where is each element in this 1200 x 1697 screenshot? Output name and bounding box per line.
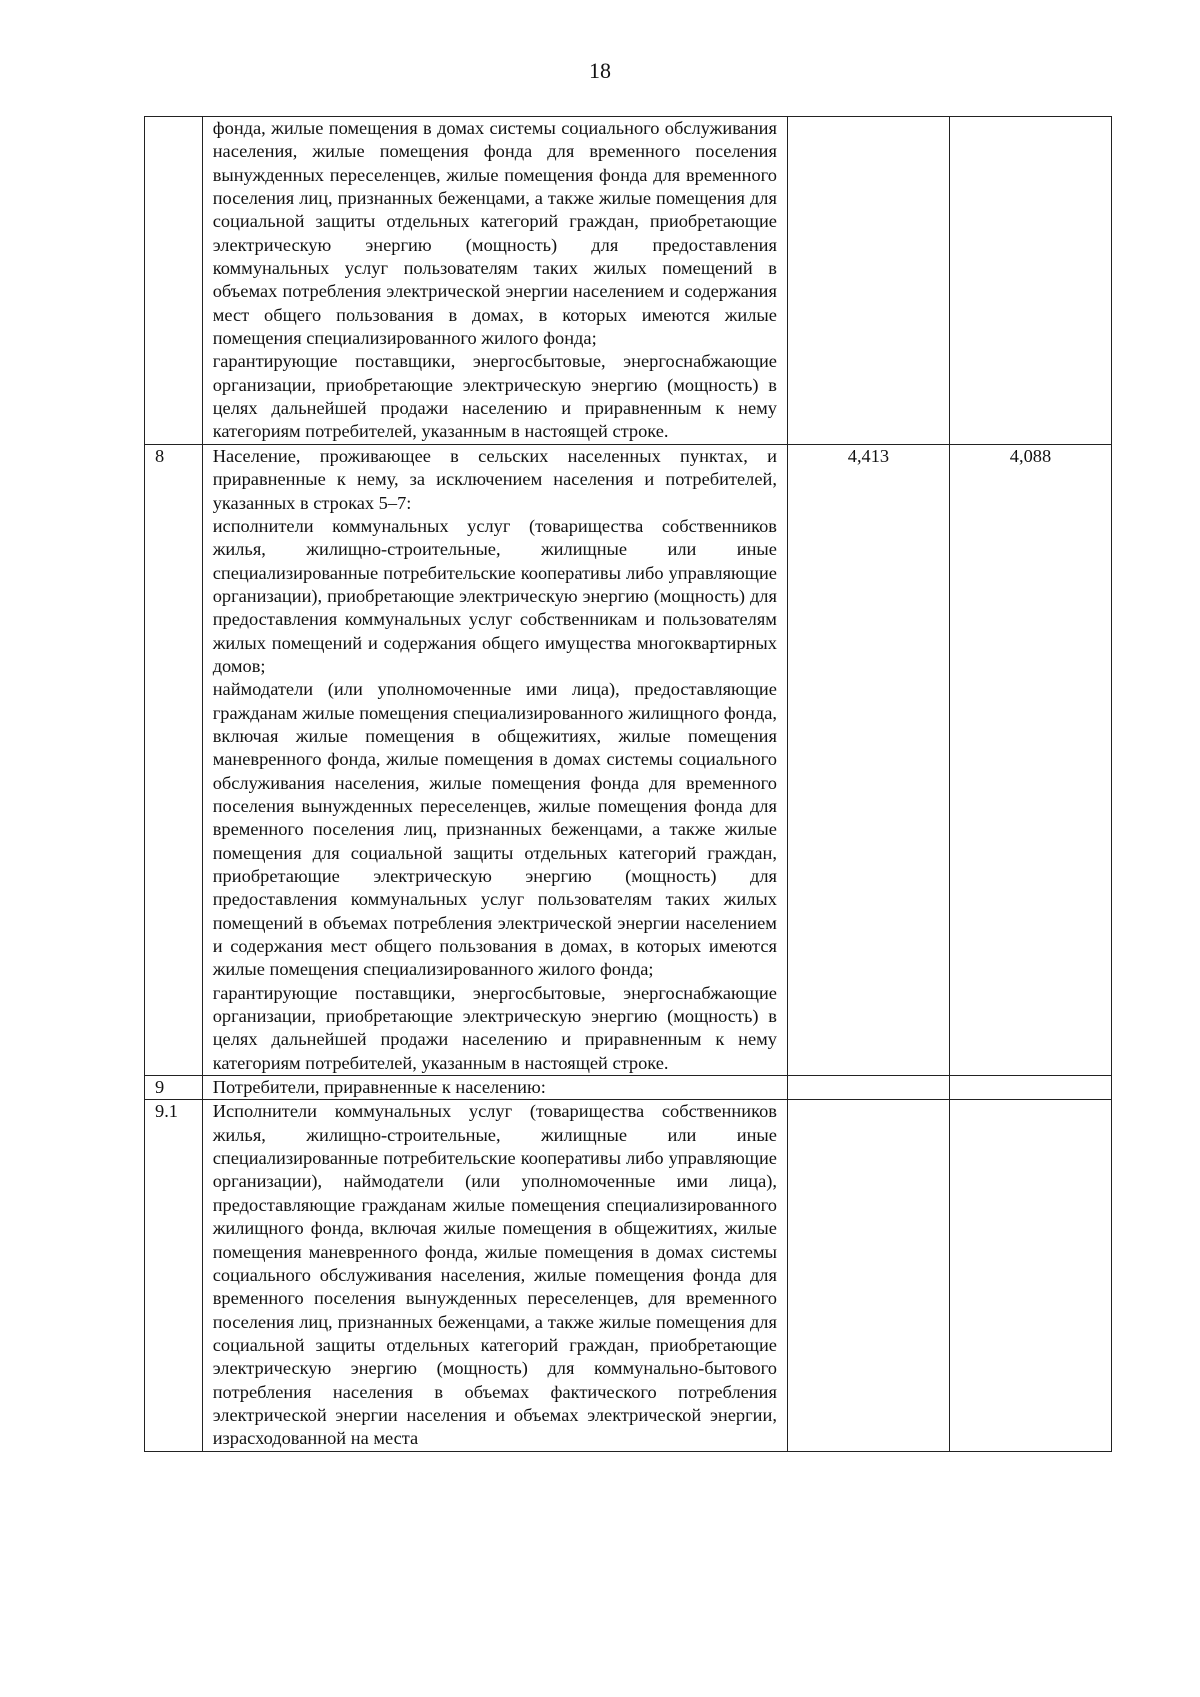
tariff-table	[144, 116, 1112, 1452]
description-paragraph: наймодатели (или уполномоченные ими лица), предоставляющие гражданам жилые помещения специализированного жилищного фонда, включая жилые помещения в общежитиях, жилые помещения маневренного фонда, жилые помещения в домах системы социального обслуживания населения, жилые помещения фонда для временного поселения вынужденных переселенцев, жилые помещения фонда для временного поселения лиц, признанных беженцами, а также жилые помещения для социальной защиты отдельных категорий граждан, приобретающие электрическую энергию (мощность) для предоставления коммунальных услуг пользователям таких жилых помещений в объемах потребления электрической энергии населением и содержания мест общего пользования в домах, в которых имеются жилые помещения специализированного жилого фонда;	[212, 679, 777, 980]
row-description-cell	[202, 444, 787, 1075]
description-paragraph: гарантирующие поставщики, энергосбытовые, энергоснабжающие организации, приобретающие электрическую энергию (мощность) в целях дальнейшей продажи населению и приравненным к нему категориям потребителей, указанным в настоящей строке.	[212, 982, 777, 1073]
row-number-cell: 8	[145, 444, 203, 1075]
row-number-cell: 9	[145, 1076, 203, 1100]
value-cell-second-half	[949, 1100, 1111, 1451]
value-cell-second-half: 4,088	[949, 444, 1111, 1075]
row-description-cell	[202, 1076, 787, 1100]
value-cell-first-half	[787, 1076, 949, 1100]
table-row	[145, 117, 1112, 445]
value-cell-first-half	[787, 117, 949, 445]
page-number: 18	[589, 58, 611, 83]
value-cell-second-half	[949, 117, 1111, 445]
value-cell-second-half	[949, 1076, 1111, 1100]
description-paragraph: Потребители, приравненные к населению:	[212, 1077, 546, 1098]
description-paragraph: исполнители коммунальных услуг (товарищества собственников жилья, жилищно-строительные, жилищные или иные специализированные потребительские кооперативы либо управляющие организации), приобретающие электрическую энергию (мощность) для предоставления коммунальных услуг собственникам и пользователям жилых помещений и содержания общего имущества многоквартирных домов;	[212, 515, 777, 676]
row-number-cell	[145, 117, 203, 445]
table-row	[145, 1100, 1112, 1451]
description-paragraph: фонда, жилые помещения в домах системы социального обслуживания населения, жилые помещения фонда для временного поселения вынужденных переселенцев, жилые помещения фонда для временного поселения лиц, признанных беженцами, а также жилые помещения для социальной защиты отдельных категорий граждан, приобретающие электрическую энергию (мощность) для предоставления коммунальных услуг пользователям таких жилых помещений в объемах потребления электрической энергии населением и содержания мест общего пользования в домах, в которых имеются жилые помещения специализированного жилого фонда;	[212, 118, 777, 349]
description-paragraph: Исполнители коммунальных услуг (товарищества собственников жилья, жилищно-строительные, жилищные или иные специализированные потребительские кооперативы либо управляющие организации), наймодатели (или уполномоченные ими лица), предоставляющие гражданам жилые помещения специализированного жилищного фонда, включая жилые помещения в общежитиях, жилые помещения маневренного фонда, жилые помещения в домах системы социального обслуживания населения, жилые помещения фонда для временного поселения вынужденных переселенцев, для временного поселения лиц, признанных беженцами, а также жилые помещения для социальной защиты отдельных категорий граждан, приобретающие электрическую энергию (мощность) для коммунально-бытового потребления населения в объемах фактического потребления электрической энергии населения и объемах электрической энергии, израсходованной на места	[212, 1101, 777, 1449]
row-number-cell: 9.1	[145, 1100, 203, 1451]
table-row	[145, 444, 1112, 1075]
table-row	[145, 1076, 1112, 1100]
row-description-cell	[202, 1100, 787, 1451]
value-cell-first-half: 4,413	[787, 444, 949, 1075]
row-description-cell	[202, 117, 787, 445]
description-paragraph: гарантирующие поставщики, энергосбытовые, энергоснабжающие организации, приобретающие электрическую энергию (мощность) в целях дальнейшей продажи населению и приравненным к нему категориям потребителей, указанным в настоящей строке.	[212, 351, 777, 442]
description-paragraph: Население, проживающее в сельских населенных пунктах, и приравненные к нему, за исключением населения и потребителей, указанных в строках 5–7:	[212, 445, 777, 513]
value-cell-first-half	[787, 1100, 949, 1451]
